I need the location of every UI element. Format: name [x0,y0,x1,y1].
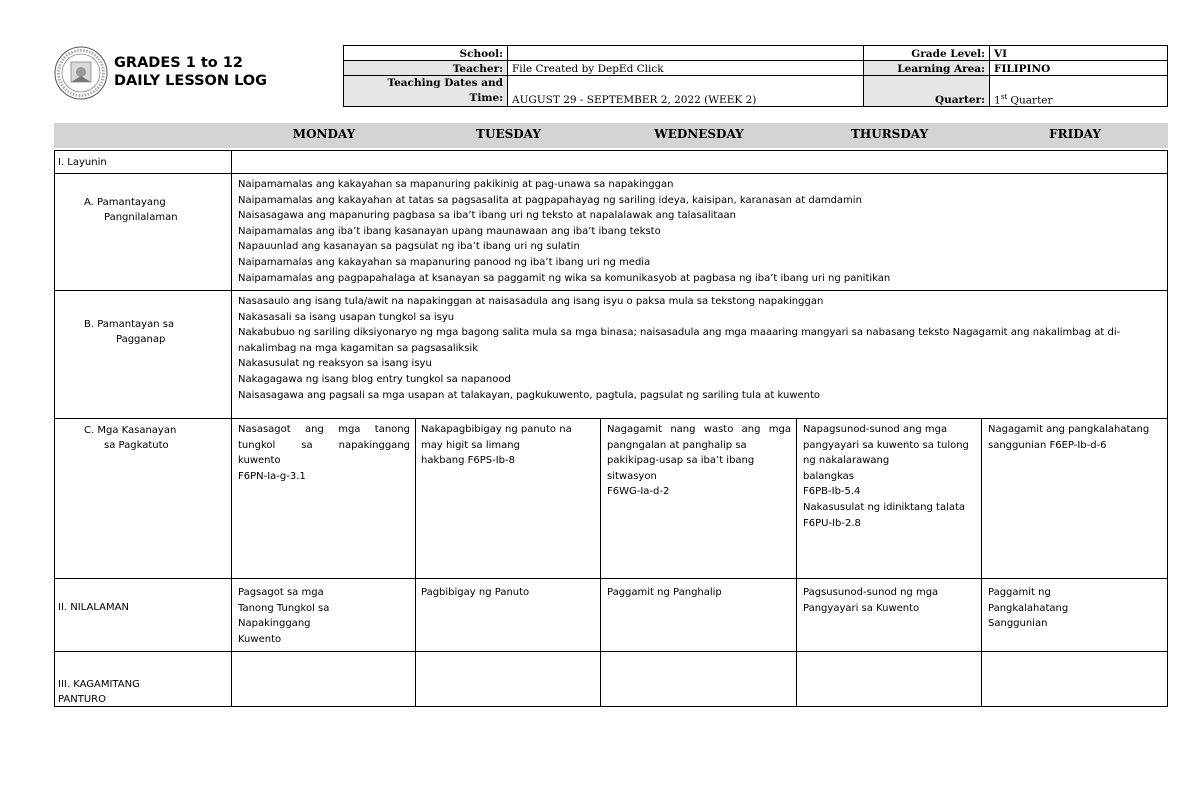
grade-level-label: Grade Level: [864,46,990,61]
row-label-layunin: I. Layunin [58,157,107,168]
row-label-mga-kasanayan [84,423,176,453]
content-wednesday [607,585,791,601]
grid-line [54,578,1168,579]
competency-friday [988,422,1164,453]
school-label: School: [344,46,508,61]
cell-line: Kuwento [238,633,282,645]
list-item: Nakagagawa ng isang blog entry tungkol sa napanood [238,373,511,385]
row-label-pamantayan-sa-pagganap [84,317,174,347]
deped-seal-logo [54,46,108,100]
cell-line: balangkas [803,470,855,482]
list-item: Napauunlad ang kasanayan sa pagsulat ng iba’t ibang uri ng sulatin [238,241,580,253]
cell-line: Pangkalahatang [988,602,1069,614]
teacher-field[interactable]: File Created by DepEd Click [508,61,864,76]
cell-line: Pagsusunod-sunod ng mga [803,587,939,598]
list-item: Nakabubuo ng sariling diksiyonaryo ng mga bagong salita mula sa mga binasa; naisasadula ang mga maaaring mangyari sa nabasang teksto Nagagamit ang nakalimbag at di- [238,327,1121,339]
cell-line: Napagsunod-sunod ang mga [803,424,948,435]
cell-line: hakbang F6PS-Ib-8 [421,455,515,467]
cell-line: may higit sa limang [421,439,520,451]
cell-line: ng nakalarawang [803,455,890,467]
content-tuesday [421,585,597,601]
cell-line: sitwasyon [607,470,657,482]
quarter-word: Quarter [1007,94,1053,106]
cell-line: Tanong Tungkol sa [238,602,330,614]
quarter-label: Quarter: [864,76,990,107]
grid-line [796,418,797,706]
cell-line: Nagagamit nang wasto ang mga [607,424,791,435]
content-standards-list [238,177,1163,286]
list-item: Naisasagawa ang mapanuring pagbasa sa iba’t ibang uri ng teksto at napalalawak ang talasalitaan [238,210,736,222]
day-header-friday: FRIDAY [1049,127,1101,141]
row-label-line: Pangnilalaman [104,212,178,223]
school-field[interactable] [508,46,864,61]
teacher-label: Teacher: [344,61,508,76]
document-title-line2: DAILY LESSON LOG [114,73,268,89]
cell-line: F6PU-Ib-2.8 [803,517,861,529]
competency-wednesday [607,422,791,500]
cell-line: pangyayari sa kuwento sa tulong [803,439,969,451]
row-label-line: B. Pamantayan sa [84,319,175,330]
learning-area-label: Learning Area: [864,61,990,76]
content-monday [238,585,410,647]
performance-standards-list [238,294,1163,403]
cell-line: Nakapagbibigay ng panuto na [421,424,572,435]
row-label-nilalaman: II. NILALAMAN [58,602,129,613]
cell-line: Nakasusulat ng idiniktang talata [803,501,966,513]
row-label-line: PANTURO [58,694,106,705]
grade-level-field[interactable]: VI [990,46,1168,61]
cell-line: F6WG-Ia-d-2 [607,486,670,498]
grid-line [981,418,982,706]
cell-line: Pangyayari sa Kuwento [803,602,920,614]
grid-line [54,290,1168,291]
content-thursday [803,585,977,616]
cell-line: Nagagamit ang pangkalahatang [988,424,1150,435]
grid-line [231,150,232,706]
list-item: Naipamamalas ang kakayahan sa mapanuring pakikinig at pag-unawa sa napakinggan [238,179,674,190]
grid-line [415,418,416,706]
list-item: Naipamamalas ang pagpapahalaga at ksanayan sa paggamit ng wika sa komunikasyob at pagbasa ng iba’t ibang uri ng panitikan [238,272,891,284]
competency-thursday [803,422,977,531]
competency-monday [238,422,410,484]
teaching-dates-field[interactable]: AUGUST 29 - SEPTEMBER 2, 2022 (WEEK 2) [508,76,864,107]
cell-line: pakikipag-usap sa iba’t ibang [607,455,755,467]
row-label-line: C. Mga Kasanayan [84,425,177,436]
quarter-number: 1 [994,94,1001,106]
cell-line: Sanggunian [988,618,1048,630]
grid-line [1167,150,1168,706]
grid-line [54,150,1168,151]
teaching-dates-label [344,76,508,107]
row-label-line: sa Pagkatuto [104,440,169,451]
learning-area-field[interactable]: FILIPINO [990,61,1168,76]
row-label-line: Pagganap [116,334,166,345]
document-title-line1: GRADES 1 to 12 [114,55,243,71]
quarter-suffix: st [1000,92,1008,101]
grid-line [600,418,601,706]
grid-line [54,651,1168,652]
list-item: Naisasagawa ang pagsali sa mga usapan at talakayan, pagkukuwento, pagtula, pagsulat ng sariling tula at kuwento [238,389,821,401]
cell-line: Napakinggang [238,618,311,630]
teaching-dates-label-line2: Time: [469,92,503,104]
cell-line: Paggamit ng [988,587,1051,598]
cell-line: pangngalan at panghalip sa [607,439,747,451]
grid-line [54,706,1168,707]
row-label-pamantayang-pangnilalaman [84,195,178,225]
list-item: Nasasaulo ang isang tula/awit na napakinggan at naisasadula ang isang isyu o paksa mula sa tekstong napakinggan [238,296,824,307]
competency-tuesday [421,422,597,469]
row-label-kagamitang-panturo [58,677,140,707]
day-header-monday: MONDAY [292,127,356,141]
day-header-wednesday: WEDNESDAY [654,127,744,141]
grid-line [54,418,1168,419]
cell-line: Pagbibigay ng Panuto [421,587,530,598]
cell-line: tungkol sa napakinggang [238,439,410,451]
cell-line: sanggunian F6EP-Ib-d-6 [988,439,1107,451]
header-info-table [343,45,1168,107]
row-label-line: III. KAGAMITANG [58,679,140,690]
cell-line: kuwento [238,455,281,467]
list-item: Naipamamalas ang kakayahan sa mapanuring panood ng iba’t ibang uri ng media [238,256,651,268]
row-label-line: A. Pamantayang [84,197,166,208]
cell-line: F6PB-Ib-5.4 [803,486,861,498]
quarter-field[interactable] [990,76,1168,107]
list-item: Naipamamalas ang kakayahan at tatas sa pagsasalita at pagpapahayag ng sariling ideya, kaisipan, karanasan at damdamin [238,194,862,206]
day-header-tuesday: TUESDAY [476,127,541,141]
list-item: Nakasasali sa isang usapan tungkol sa isyu [238,311,455,323]
grid-line [54,173,1168,174]
cell-line: Paggamit ng Panghalip [607,587,722,598]
day-header-thursday: THURSDAY [850,127,929,141]
list-item: Naipamamalas ang iba’t ibang kasanayan upang maunawaan ang iba’t ibang teksto [238,225,661,237]
list-item: nakalimbag na mga kagamitan sa pagsasaliksik [238,342,478,354]
content-friday [988,585,1164,632]
cell-line: F6PN-Ia-g-3.1 [238,470,306,482]
teaching-dates-label-line1: Teaching Dates and [387,77,503,89]
list-item: Nakasusulat ng reaksyon sa isang isyu [238,358,432,370]
cell-line: Nasasagot ang mga tanong [238,424,410,435]
grid-line [54,150,55,706]
cell-line: Pagsagot sa mga [238,587,324,598]
